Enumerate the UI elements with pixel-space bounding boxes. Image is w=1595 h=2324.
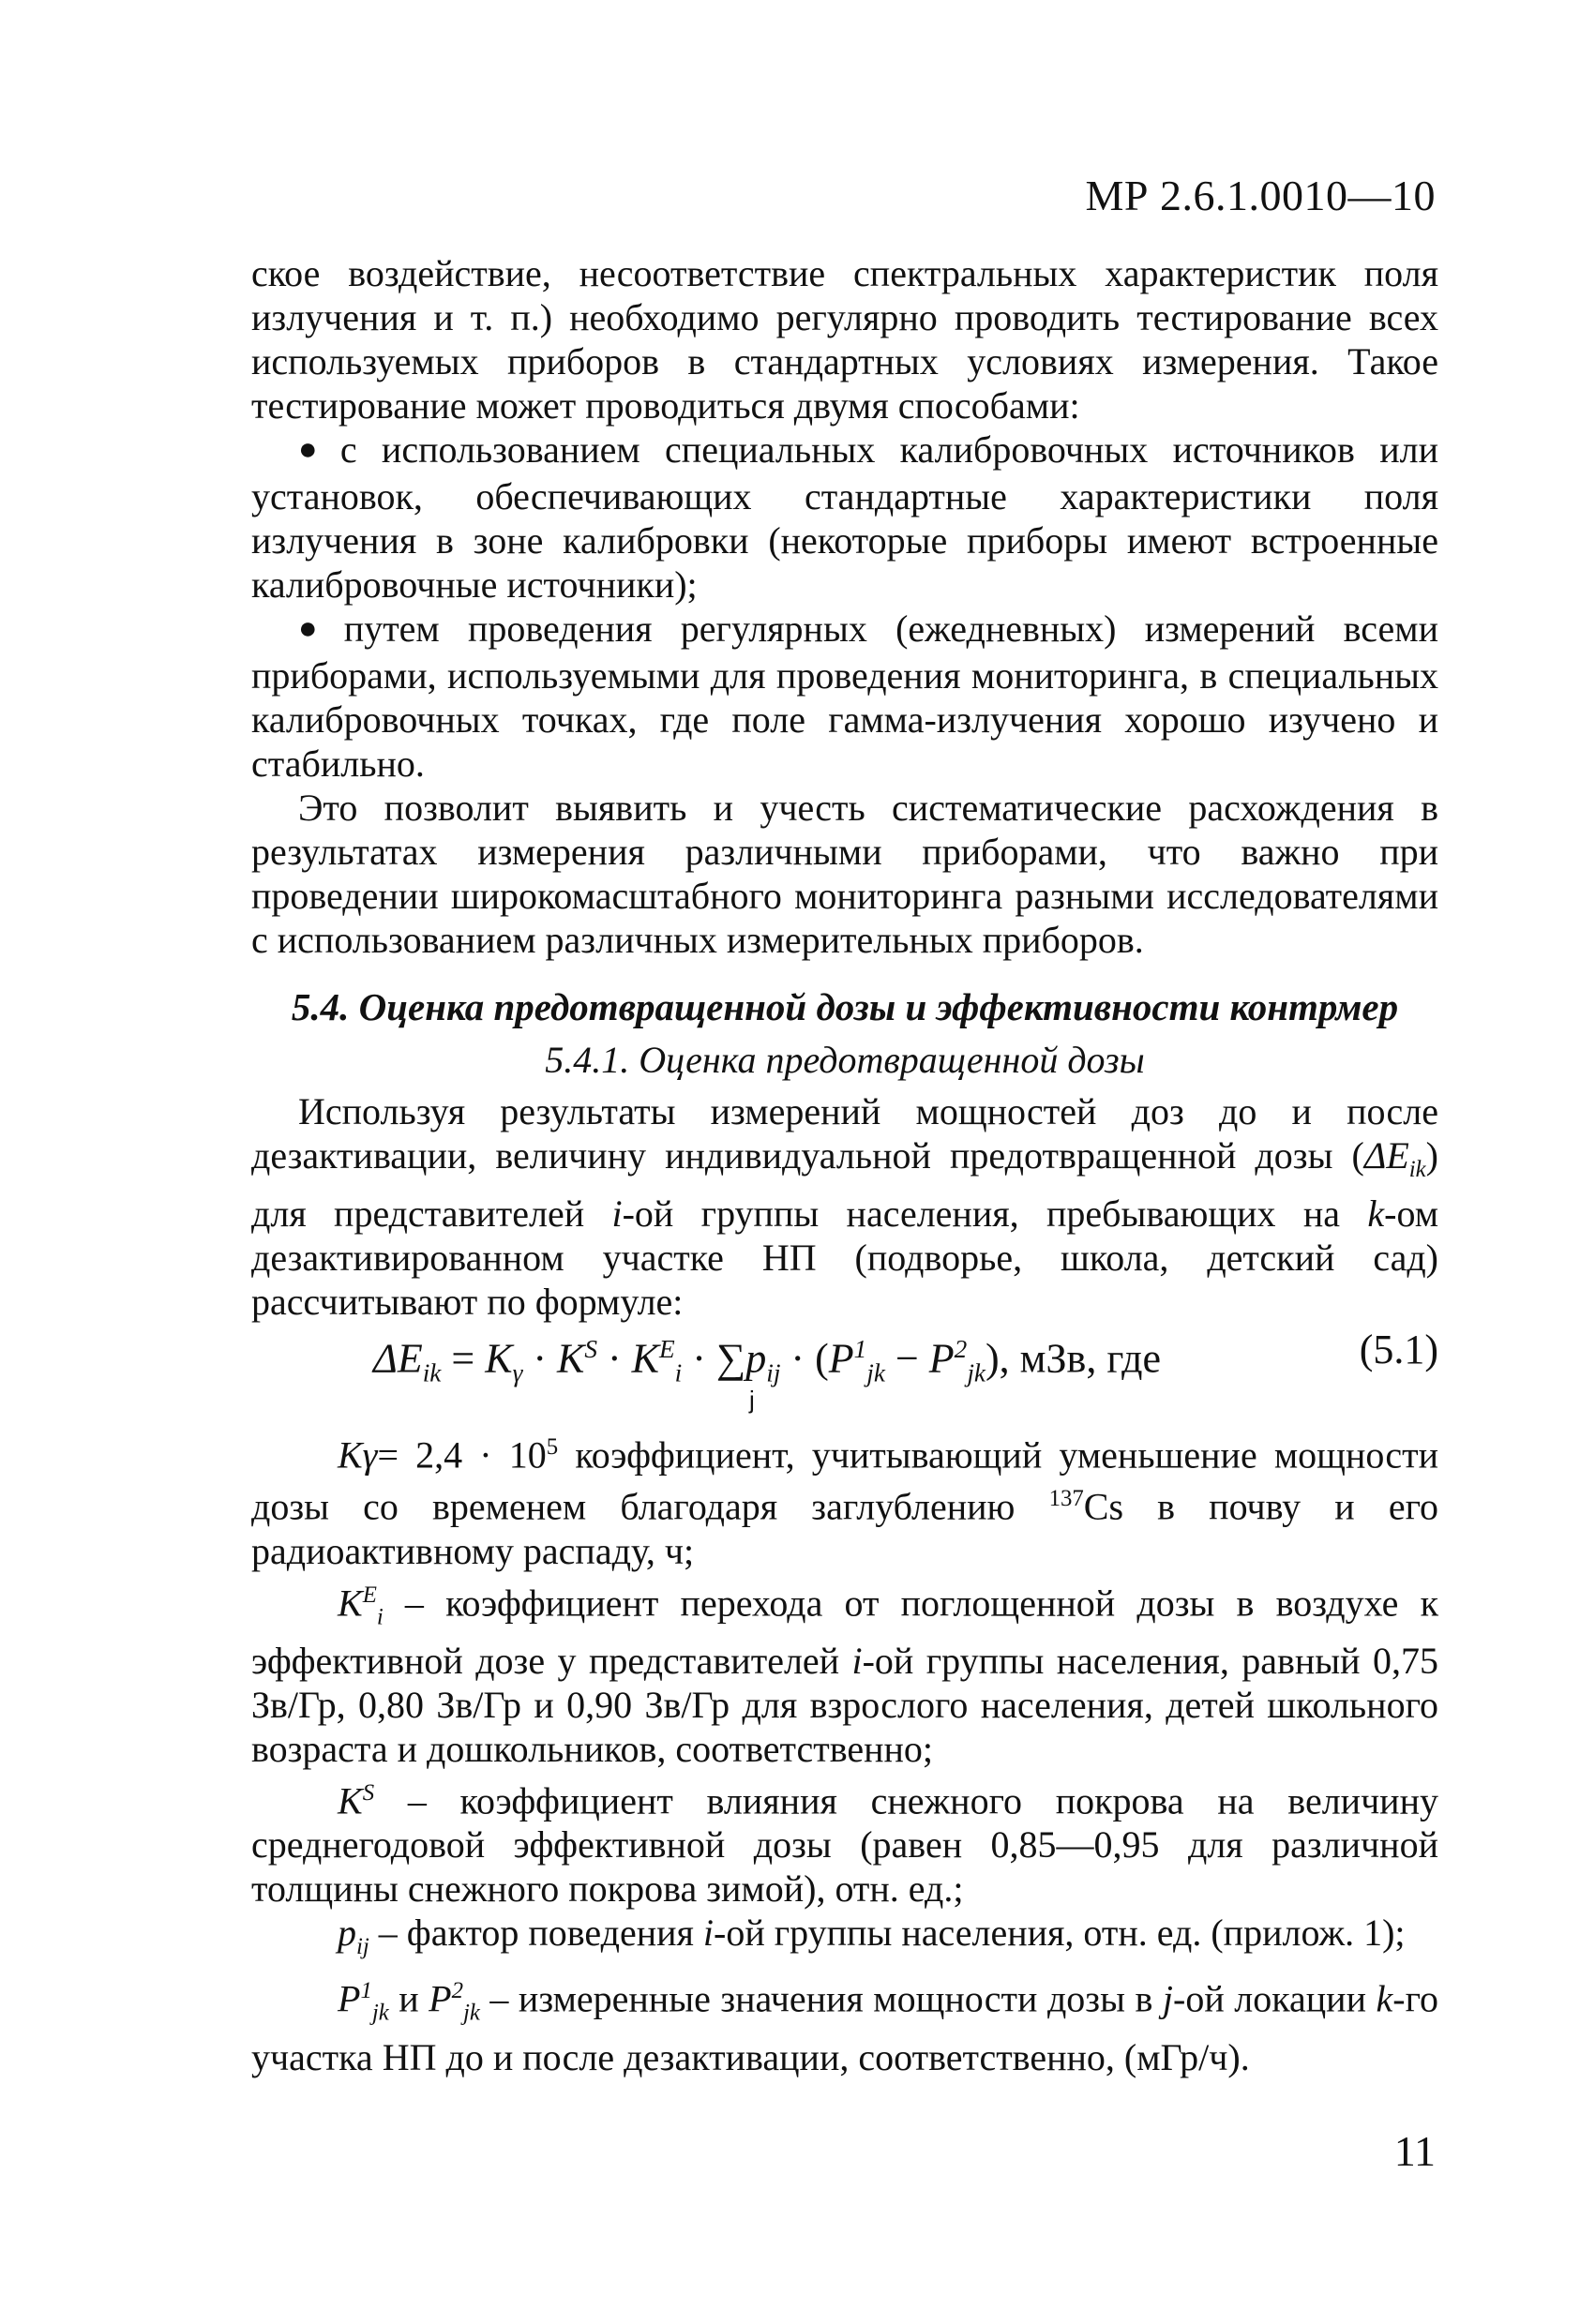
symbol-subscript: ik (1408, 1157, 1426, 1182)
formula-p: p (745, 1335, 767, 1382)
def-symbol: P (429, 1977, 452, 2020)
text-run: -ом дезактивированном участке НП (подворье, школа, детский сад) рассчитывают по формуле: (251, 1192, 1439, 1323)
formula-number: (5.1) (1359, 1327, 1438, 1372)
formula-p2-sup: 2 (954, 1335, 968, 1363)
document-code: МР 2.6.1.0010—10 (1085, 172, 1436, 219)
def-text: -го участка НП до и после дезактивации, соответственно, (мГр/ч). (251, 1977, 1438, 2078)
def-symbol: p (338, 1912, 356, 1955)
def-symbol-sub: ij (356, 1934, 369, 1960)
formula-sum-index: j (749, 1386, 755, 1414)
def-symbol-sup: 2 (451, 1978, 464, 2004)
formula-k-e: K (631, 1335, 659, 1382)
formula-dot: · (682, 1335, 716, 1382)
symbol-text: ΔE (1363, 1134, 1409, 1177)
definition-k-gamma (251, 1425, 1438, 1573)
bullet-item-calibration-sources (251, 427, 1438, 607)
formula-dot: · (522, 1335, 557, 1382)
formula-equals: = (441, 1335, 486, 1382)
formula-p2-sub: jk (967, 1358, 986, 1387)
formula-p2: P (928, 1335, 955, 1382)
formula-k-s: K (556, 1335, 585, 1382)
definition-p-jk (251, 1969, 1438, 2078)
def-symbol-sup: S (362, 1779, 375, 1806)
bullet-text: с использованием специальных калибровочных источников или установок, обеспечивающих стандартные характеристики поля излучения в зоне калибровки (некоторые приборы имеют встроенные калибровочные источники); (251, 428, 1438, 606)
def-text: -ой локации (1173, 1977, 1377, 2020)
page-number: 11 (1393, 2127, 1436, 2175)
paragraph-averted-dose-intro (251, 1089, 1438, 1324)
formula-tail: , мЗв, где (999, 1335, 1162, 1382)
formula-dot: · (596, 1335, 632, 1382)
def-text: Cs в почву и его радиоактивному распаду, ч; (251, 1485, 1439, 1572)
def-isotope-mass: 137 (1048, 1486, 1084, 1512)
text-run: -ой группы населения, пребывающих на (622, 1192, 1368, 1235)
formula-p-sub: ij (766, 1358, 781, 1387)
formula-p1: P (828, 1335, 854, 1382)
section-heading: 5.4. Оценка предотвращенной дозы и эффективности контрмер (291, 985, 1399, 1028)
italic-i: i (611, 1192, 623, 1235)
def-symbol: K (338, 1581, 363, 1624)
paragraph-systematic-differences: Это позволит выявить и учесть систематические расхождения в результатах измерения различными приборами, что важно при проведении широкомасштабного мониторинга разными исследователями с использованием различных измерительных приборов. (251, 787, 1438, 961)
def-power: 5 (546, 1434, 559, 1460)
def-text: коэффициент, учитывающий уменьшение мощности дозы со временем благодаря заглублению (251, 1433, 1438, 1528)
subsection-heading: 5.4.1. Оценка предотвращенной дозы (545, 1039, 1145, 1081)
formula-expression (373, 1327, 1161, 1395)
def-symbol: Kγ (338, 1433, 378, 1477)
def-text: – фактор поведения (369, 1912, 703, 1955)
italic-j: j (1162, 1977, 1173, 2020)
paragraph-continuation: ское воздействие, несоответствие спектральных характеристик поля излучения и т. п.) необходимо регулярно проводить тестирование всех используемых приборов в стандартных условиях измерения. Такое тестирование может проводиться двумя способами: (251, 252, 1438, 427)
formula-p1-sub: jk (866, 1358, 885, 1387)
formula-5-1 (251, 1327, 1438, 1417)
bullet-icon: ● (298, 611, 337, 646)
def-symbol-sub: jk (463, 2000, 480, 2026)
symbol-delta-e (1363, 1134, 1426, 1182)
text-run: ) для представителей (251, 1134, 1438, 1235)
italic-k: k (1376, 1977, 1393, 2020)
def-text: – коэффициент перехода от поглощенной дозы в воздухе к эффективной дозе у представителей (251, 1581, 1438, 1682)
page-body (251, 251, 1438, 2079)
formula-k-e-sup: E (659, 1335, 675, 1363)
def-text: -ой группы населения, равный 0,75 Зв/Гр, 0,80 Зв/Гр и 0,90 Зв/Гр для взрослого населения, детей школьного возраста и дошкольников, соответственно; (251, 1639, 1438, 1770)
def-symbol: P (338, 1977, 361, 2020)
def-symbol-sup: 1 (360, 1978, 372, 2004)
definition-k-s (251, 1771, 1438, 1911)
def-symbol-sub: i (376, 1603, 384, 1629)
formula-p1-sup: 1 (853, 1335, 867, 1363)
bullet-text: путем проведения регулярных (ежедневных) измерений всеми приборами, используемыми для проведения мониторинга, в специальных калибровочных точках, где поле гамма-излучения хорошо изучено и стабильно. (251, 607, 1438, 785)
italic-i: i (702, 1912, 715, 1955)
formula-minus: − (884, 1335, 929, 1382)
definition-k-e (251, 1573, 1438, 1771)
bullet-item-regular-measurements (251, 607, 1438, 786)
def-text: – измеренные значения мощности дозы в (479, 1977, 1163, 2020)
formula-k-gamma: K (485, 1335, 513, 1382)
formula-lhs: ΔE (373, 1335, 423, 1382)
def-text: = 2,4 · 10 (377, 1433, 547, 1477)
text-run: Используя результаты измерений мощностей доз до и после дезактивации, величину индивидуальной предотвращенной дозы ( (251, 1090, 1438, 1177)
formula-k-e-sub: i (674, 1358, 683, 1387)
def-text: – коэффициент влияния снежного покрова на величину среднегодовой эффективной дозы (равен 0,85—0,95 для различной толщины снежного покрова зимой), отн. ед.; (251, 1779, 1438, 1911)
italic-i: i (851, 1639, 863, 1682)
formula-lhs-sub: ik (422, 1358, 442, 1387)
def-text: -ой группы населения, отн. ед. (прилож. 1); (714, 1912, 1406, 1955)
formula-k-gamma-sub: γ (512, 1358, 523, 1387)
italic-k: k (1367, 1192, 1385, 1235)
def-symbol-sup: E (362, 1582, 377, 1608)
def-text: и (388, 1977, 429, 2020)
formula-paren-close: ) (986, 1335, 1000, 1382)
formula-paren-open: · ( (780, 1335, 829, 1382)
bullet-icon: ● (298, 432, 333, 467)
def-symbol: K (338, 1779, 363, 1822)
formula-sum: ∑ (715, 1335, 746, 1382)
formula-k-s-sup: S (584, 1335, 597, 1363)
definition-p-ij (251, 1911, 1438, 1969)
def-symbol-sub: jk (371, 2000, 389, 2026)
